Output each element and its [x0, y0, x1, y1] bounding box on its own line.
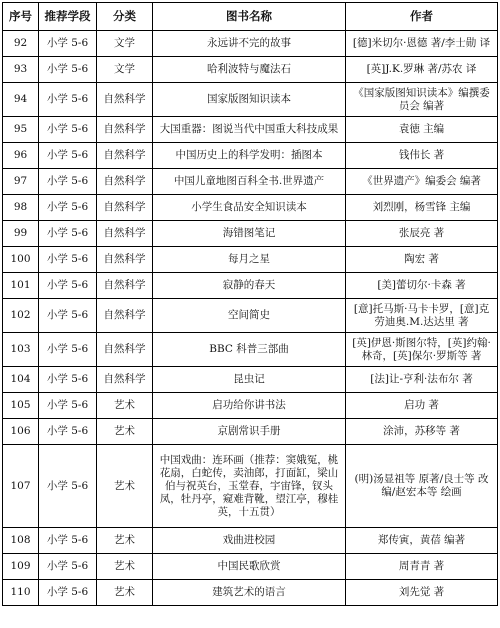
row-category: 自然科学 [97, 367, 153, 393]
row-stage: 小学 5-6 [39, 393, 97, 419]
row-category: 自然科学 [97, 221, 153, 247]
row-author: [美]蕾切尔·卡森 著 [346, 273, 498, 299]
row-title: 国家版图知识读本 [153, 83, 346, 117]
row-stage: 小学 5-6 [39, 445, 97, 528]
row-author: [英]J.K.罗琳 著/苏农 译 [346, 57, 498, 83]
table-row [3, 273, 498, 299]
table-row [3, 299, 498, 333]
row-stage: 小学 5-6 [39, 143, 97, 169]
row-title: BBC 科普三部曲 [153, 333, 346, 367]
row-title: 小学生食品安全知识读本 [153, 195, 346, 221]
table-row [3, 367, 498, 393]
header-title: 图书名称 [153, 3, 346, 31]
table-row [3, 580, 498, 606]
row-category: 艺术 [97, 419, 153, 445]
row-number: 108 [3, 528, 39, 554]
table-row [3, 57, 498, 83]
row-author: 刘先觉 著 [346, 580, 498, 606]
header-author: 作者 [346, 3, 498, 31]
row-author: 启功 著 [346, 393, 498, 419]
row-title: 建筑艺术的语言 [153, 580, 346, 606]
row-stage: 小学 5-6 [39, 57, 97, 83]
row-stage: 小学 5-6 [39, 195, 97, 221]
row-author: [意]托马斯·马卡卡罗，[意]克劳迪奥.M.达达里 著 [346, 299, 498, 333]
row-title: 空间简史 [153, 299, 346, 333]
table-row [3, 419, 498, 445]
row-author: (明)汤显祖等 原著/良士等 改编/赵宏本等 绘画 [346, 445, 498, 528]
row-author: 《国家版图知识读本》编撰委员会 编著 [346, 83, 498, 117]
row-title: 每月之星 [153, 247, 346, 273]
table-row [3, 169, 498, 195]
row-author: 刘烈刚，杨雪锋 主编 [346, 195, 498, 221]
row-number: 110 [3, 580, 39, 606]
row-number: 93 [3, 57, 39, 83]
row-author: 袁徳 主编 [346, 117, 498, 143]
row-number: 99 [3, 221, 39, 247]
row-author: [德]米切尔·恩德 著/李士勋 译 [346, 31, 498, 57]
table-row [3, 445, 498, 528]
row-title: 昆虫记 [153, 367, 346, 393]
table-row [3, 333, 498, 367]
table-row [3, 143, 498, 169]
row-title: 哈利波特与魔法石 [153, 57, 346, 83]
table-row [3, 117, 498, 143]
row-category: 自然科学 [97, 117, 153, 143]
row-author: 陶宏 著 [346, 247, 498, 273]
table-row [3, 195, 498, 221]
table-header-row [3, 3, 498, 31]
row-title: 京剧常识手册 [153, 419, 346, 445]
row-number: 100 [3, 247, 39, 273]
row-stage: 小学 5-6 [39, 83, 97, 117]
row-author: 钱伟长 著 [346, 143, 498, 169]
row-title: 中国民歌欣赏 [153, 554, 346, 580]
table-row [3, 247, 498, 273]
row-title: 中国戏曲：连环画（推荐：窦娥冤，桃花扇，白蛇传，卖油郎，打面缸，梁山伯与祝英台，玉堂春，宇宙锋，钗头凤，牡丹亭，窥难背靴，望江亭，穆桂英，十五贯） [153, 445, 346, 528]
row-category: 自然科学 [97, 195, 153, 221]
book-list-table [2, 2, 498, 606]
row-stage: 小学 5-6 [39, 419, 97, 445]
table-row [3, 528, 498, 554]
row-title: 寂静的春天 [153, 273, 346, 299]
row-category: 自然科学 [97, 299, 153, 333]
row-category: 自然科学 [97, 83, 153, 117]
row-category: 文学 [97, 31, 153, 57]
row-author: [法]让-亨利·法布尔 著 [346, 367, 498, 393]
row-category: 自然科学 [97, 333, 153, 367]
row-number: 109 [3, 554, 39, 580]
row-title: 海错图笔记 [153, 221, 346, 247]
table-row [3, 554, 498, 580]
row-number: 106 [3, 419, 39, 445]
row-author: [英]伊恩·斯图尔特，[英]约翰·林奇，[英]保尔·罗斯等 著 [346, 333, 498, 367]
row-author: 周青青 著 [346, 554, 498, 580]
row-category: 艺术 [97, 445, 153, 528]
row-number: 98 [3, 195, 39, 221]
row-title: 中国历史上的科学发明：插图本 [153, 143, 346, 169]
row-title: 戏曲进校园 [153, 528, 346, 554]
row-category: 艺术 [97, 554, 153, 580]
row-number: 104 [3, 367, 39, 393]
row-stage: 小学 5-6 [39, 367, 97, 393]
row-number: 94 [3, 83, 39, 117]
row-stage: 小学 5-6 [39, 554, 97, 580]
header-stage: 推荐学段 [39, 3, 97, 31]
row-author: 涂沛，苏移等 著 [346, 419, 498, 445]
row-author: 《世界遗产》编委会 编著 [346, 169, 498, 195]
row-stage: 小学 5-6 [39, 528, 97, 554]
row-title: 启功给你讲书法 [153, 393, 346, 419]
table-row [3, 393, 498, 419]
row-stage: 小学 5-6 [39, 247, 97, 273]
row-number: 107 [3, 445, 39, 528]
row-category: 艺术 [97, 580, 153, 606]
table-body [3, 31, 498, 606]
row-stage: 小学 5-6 [39, 221, 97, 247]
row-number: 102 [3, 299, 39, 333]
row-number: 96 [3, 143, 39, 169]
table-row [3, 31, 498, 57]
row-number: 105 [3, 393, 39, 419]
row-category: 艺术 [97, 393, 153, 419]
row-stage: 小学 5-6 [39, 273, 97, 299]
row-number: 101 [3, 273, 39, 299]
row-number: 92 [3, 31, 39, 57]
row-author: 张辰亮 著 [346, 221, 498, 247]
row-category: 自然科学 [97, 273, 153, 299]
row-category: 自然科学 [97, 169, 153, 195]
header-number: 序号 [3, 3, 39, 31]
header-category: 分类 [97, 3, 153, 31]
row-stage: 小学 5-6 [39, 169, 97, 195]
row-stage: 小学 5-6 [39, 580, 97, 606]
row-title: 中国儿童地图百科全书.世界遗产 [153, 169, 346, 195]
row-number: 103 [3, 333, 39, 367]
row-category: 自然科学 [97, 247, 153, 273]
row-stage: 小学 5-6 [39, 333, 97, 367]
row-title: 永远讲不完的故事 [153, 31, 346, 57]
row-number: 95 [3, 117, 39, 143]
row-category: 文学 [97, 57, 153, 83]
table-row [3, 221, 498, 247]
row-category: 艺术 [97, 528, 153, 554]
row-stage: 小学 5-6 [39, 31, 97, 57]
row-stage: 小学 5-6 [39, 117, 97, 143]
row-author: 郑传寅，黄蓓 编著 [346, 528, 498, 554]
table-row [3, 83, 498, 117]
row-title: 大国重器：图说当代中国重大科技成果 [153, 117, 346, 143]
row-number: 97 [3, 169, 39, 195]
row-stage: 小学 5-6 [39, 299, 97, 333]
row-category: 自然科学 [97, 143, 153, 169]
